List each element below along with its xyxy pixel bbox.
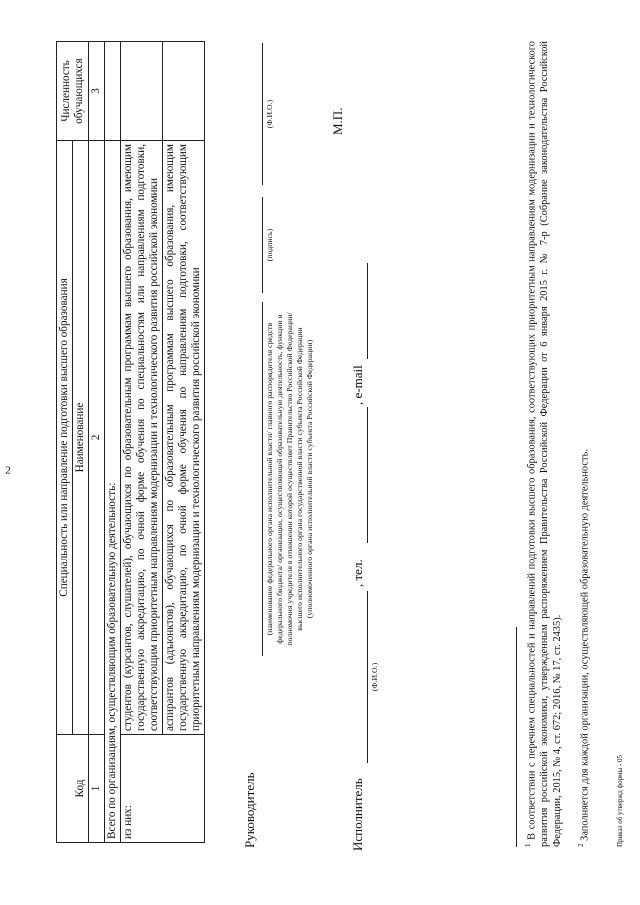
executor-label: Исполнитель	[350, 778, 365, 851]
phone-label: , тел.	[350, 559, 365, 587]
order-note: Приказ об утвержд формы - 05	[616, 754, 624, 847]
signature-line	[262, 197, 263, 293]
table-row-students	[121, 42, 163, 843]
footnote-separator	[516, 627, 517, 847]
colnum-1: 1	[89, 735, 105, 843]
footnote-2	[575, 41, 591, 847]
row-students-value	[121, 42, 163, 141]
table-header-row-1	[57, 42, 73, 843]
page-number: 2	[5, 464, 11, 477]
header-name: Наименование	[73, 141, 89, 735]
footnote-1	[522, 41, 564, 847]
footnote-2-text: Заполняется для каждой организации, осуществляющей образовательную деятельность.	[579, 449, 591, 841]
footnote-1-text: В соответствии с перечнем специальностей и направлений подготовки высшего образования, соответствующих приоритетным направлениям модернизации и технологического развития российской экономики, утвержденным распоряжением Правительства Российской Федерации от 6 января 2015 г. № 7-р (Собрание законодательства Российской Федерации, 2015, № 4, ст. 672; 2016, № 17, ст. 2435).	[526, 41, 564, 847]
colnum-3: 3	[89, 42, 105, 141]
specialties-table	[56, 41, 205, 843]
table-colnum-row	[89, 42, 105, 843]
table-header-row-2	[73, 42, 89, 843]
signature-caption: (подпись)	[265, 228, 274, 262]
phone-line	[367, 407, 368, 543]
header-students-count: Численность обучающихся	[57, 42, 89, 141]
table-row-total	[105, 42, 121, 843]
executor-fio-caption: (Ф.И.О.)	[370, 662, 379, 692]
org-caption: (наименование федерального органа исполнительной власти/ главного распорядителя средств федерального бюджета/ организации, осуществляющей образовательную деятельность, функции и полномочия учредителя в отношении которой осуществляет Правительство Российской Федерации/ высшего исполнительного органа государственной власти субъекта Российской Федерации (уполномоченного органа исполнительной власти субъекта Российской Федерации)	[265, 312, 314, 646]
executor-fio-line	[367, 591, 368, 763]
stamp-label: М.П.	[330, 107, 345, 135]
row-total-value	[105, 42, 121, 141]
row-total-label: Всего по организациям, осуществляющим образовательную деятельность:	[105, 141, 121, 843]
row-postgraduates-value	[163, 42, 205, 141]
head-label: Руководитель	[242, 772, 257, 848]
email-label: , e-mail	[350, 365, 365, 405]
fio-line	[262, 43, 263, 185]
row-postgraduates-text: аспирантов (адъюнктов), обучающихся по образовательным программам высшего образования, имеющим государственную аккредитацию, по очной форме обучения по направлениям подготовки, соответствующим приоритетным направлениям модернизации и технологического развития российской экономики	[163, 141, 205, 735]
row-of-which-label: из них:	[121, 735, 205, 843]
colnum-2: 2	[89, 141, 105, 735]
org-line	[262, 302, 263, 656]
header-specialty-group: Специальность или направление подготовки высшего образования	[57, 141, 73, 735]
fio-caption: (Ф.И.О.)	[265, 99, 274, 129]
footnote-2-mark: 2	[577, 843, 585, 847]
header-code: Код	[57, 735, 89, 843]
footnote-1-mark: 1	[524, 843, 532, 847]
email-line	[367, 263, 368, 359]
row-students-text: студентов (курсантов, слушателей), обучающихся по образовательным программам высшего образования, имеющим государственную аккредитацию, по очной форме обучения по специальностям или направлениям подготовки, соответствующим приоритетным направлениям модернизации и технологического развития российской экономики	[121, 141, 163, 735]
table-row-postgraduates	[163, 42, 205, 843]
